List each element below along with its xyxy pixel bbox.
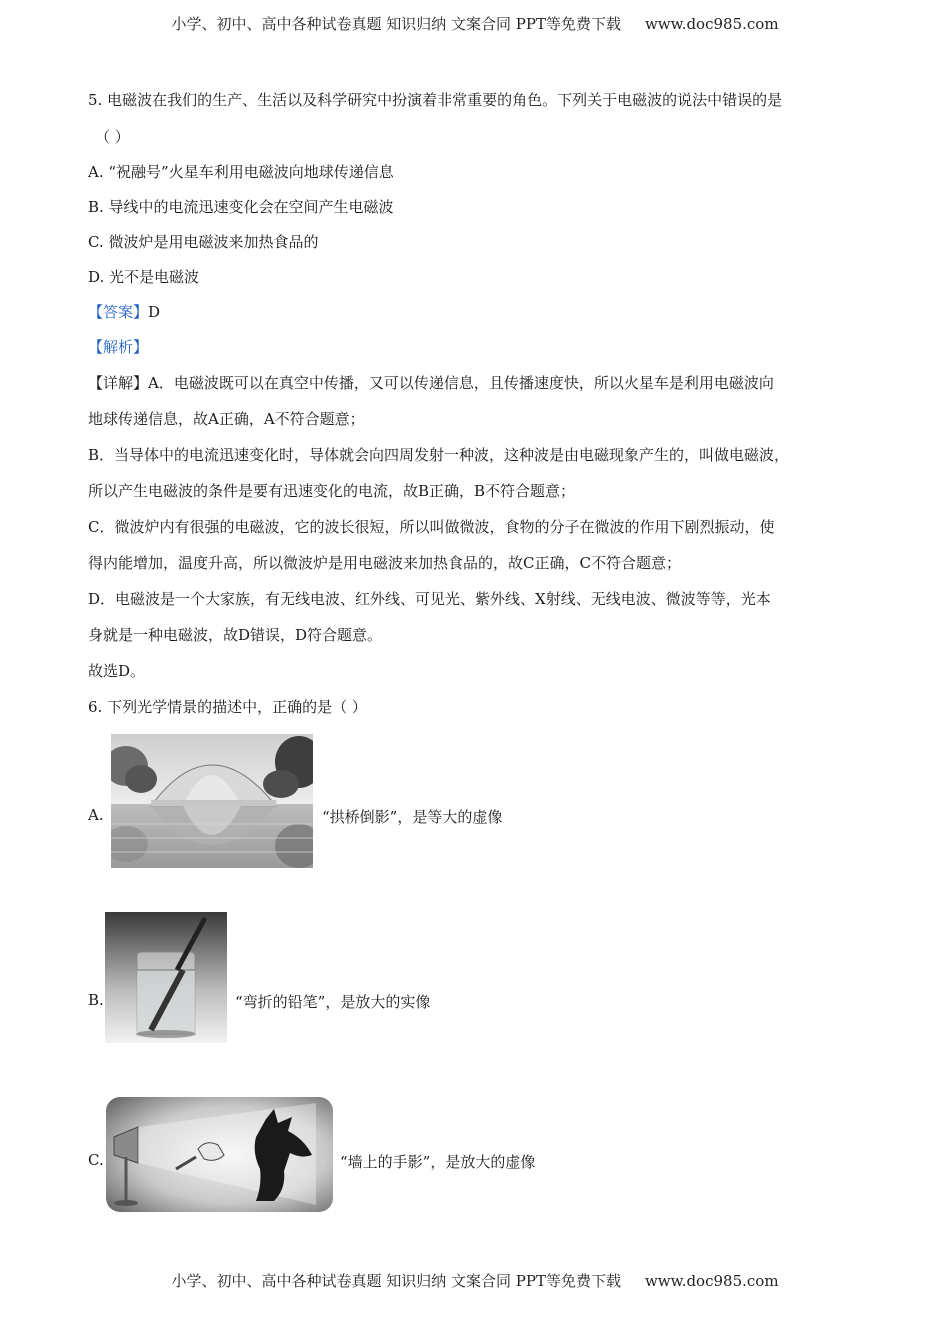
q6-stem: 6. 下列光学情景的描述中，正确的是（ ） [88, 698, 367, 716]
q6-option-a-label: A. [88, 806, 104, 824]
header-text: 小学、初中、高中各种试卷真题 知识归纳 文案合同 PPT等免费下载 [171, 15, 621, 33]
detail-line-2: 地球传递信息，故A正确，A不符合题意； [88, 410, 365, 428]
q5-stem: 5. 电磁波在我们的生产、生活以及科学研究中扮演着非常重要的角色。下列关于电磁波的说法中错误的是 [88, 91, 783, 109]
detail-line-3: B．当导体中的电流迅速变化时，导体就会向四周发射一种波，这种波是由电磁现象产生的，叫做电磁波， [88, 446, 790, 464]
q5-option-c: C. 微波炉是用电磁波来加热食品的 [88, 233, 319, 251]
header-site-link[interactable]: www.doc985.com [644, 15, 779, 33]
detail-tag: 【详解】 [88, 374, 149, 392]
page-footer [0, 1270, 950, 1291]
bent-pencil-image [105, 912, 227, 1043]
detail-line-6: 得内能增加，温度升高，所以微波炉是用电磁波来加热食品的，故C正确，C不符合题意； [88, 554, 681, 572]
answer-value: D [148, 303, 161, 321]
q5-paren: （ ） [95, 128, 130, 146]
bridge-reflection-image [111, 734, 313, 868]
hand-shadow-image [106, 1097, 333, 1212]
q5-answer [88, 302, 160, 322]
answer-tag: 【答案】 [88, 303, 149, 321]
detail-line-4: 所以产生电磁波的条件是要有迅速变化的电流，故B正确，B不符合题意； [88, 482, 576, 500]
detail-text: A．电磁波既可以在真空中传播，又可以传递信息，且传播速度快，所以火星车是利用电磁波向 [148, 374, 774, 392]
analysis-tag: 【解析】 [88, 338, 149, 356]
footer-site-link[interactable]: www.doc985.com [644, 1272, 779, 1290]
conclusion: 故选D。 [88, 662, 146, 680]
q5-option-b: B. 导线中的电流迅速变化会在空间产生电磁波 [88, 198, 394, 216]
q5-option-d: D. 光不是电磁波 [88, 268, 200, 286]
footer-text: 小学、初中、高中各种试卷真题 知识归纳 文案合同 PPT等免费下载 [171, 1272, 621, 1290]
q5-option-a: A. “祝融号”火星车利用电磁波向地球传递信息 [88, 163, 394, 181]
q6-option-c-caption: “墙上的手影”，是放大的虚像 [340, 1153, 536, 1171]
q6-option-a-caption: “拱桥倒影”，是等大的虚像 [322, 808, 503, 826]
detail-line-1 [88, 373, 774, 393]
q6-option-b-caption: “弯折的铅笔”，是放大的实像 [235, 993, 431, 1011]
q6-option-c-label: C. [88, 1151, 104, 1169]
page-header [0, 13, 950, 34]
detail-line-8: 身就是一种电磁波，故D错误，D符合题意。 [88, 626, 383, 644]
q6-option-b-label: B. [88, 991, 104, 1009]
detail-line-5: C．微波炉内有很强的电磁波，它的波长很短，所以叫做微波，食物的分子在微波的作用下剧烈振动，使 [88, 518, 775, 536]
detail-line-7: D．电磁波是一个大家族，有无线电波、红外线、可见光、紫外线、X射线、无线电波、微波等等，光本 [88, 590, 771, 608]
